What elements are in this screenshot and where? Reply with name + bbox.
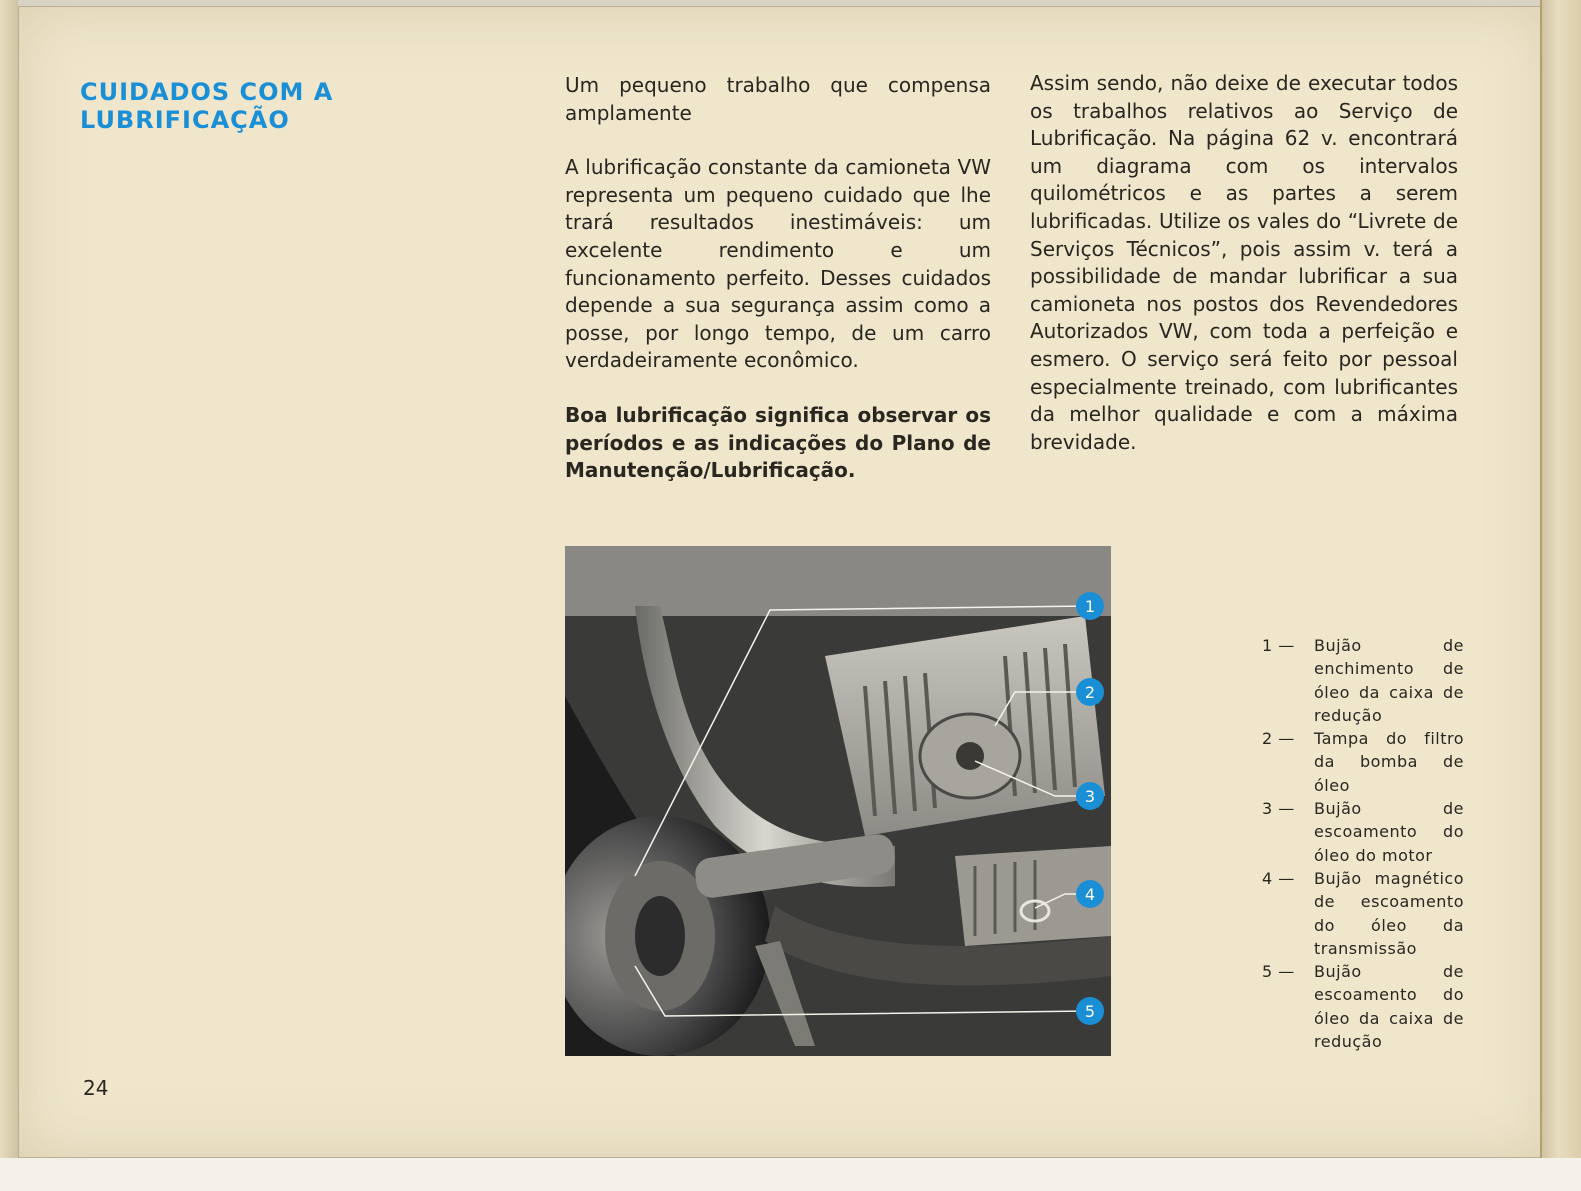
- figure-legend: [1262, 634, 1464, 1053]
- legend-number: 3 —: [1262, 799, 1295, 819]
- scan-margin: [0, 1158, 1581, 1191]
- section-heading: Um pequeno trabalho que compensa amplamente: [565, 73, 991, 125]
- legend-number: 5 —: [1262, 962, 1295, 982]
- service-paragraph: Assim sendo, não deixe de executar todos os trabalhos relativos ao Serviço de Lubrificação. Na página 62 v. encontrará um diagrama com os intervalos quilométricos e as partes a serem lubrificadas. Utilize os vales do “Livrete de Serviços Técnicos”, pois assim v. terá a possibilidade de mandar lubrificar a sua camioneta nos postos dos Revendedores Autorizados VW, com toda a perfeição e esmero. O serviço será feito por pessoal especialmente treinado, com lubrificantes da melhor qualidade e com a máxima brevidade.: [1030, 71, 1458, 454]
- intro-paragraph: A lubrificação constante da camioneta VW representa um pequeno cuidado que lhe trará resultados inestimáveis: um excelente rendimento e um funcionamento perfeito. Desses cuidados depende a sua segurança assim como a posse, por longo tempo, de um carro verdadeiramente econômico.: [565, 155, 991, 373]
- left-page-edge: [0, 0, 18, 1160]
- emphasis-paragraph: Boa lubrificação significa observar os períodos e as indicações do Plano de Manutenção/Lubrificação.: [565, 402, 991, 483]
- legend-number: 2 —: [1262, 729, 1295, 749]
- callout-2-label: 2: [1084, 683, 1096, 702]
- text-column-1: [565, 72, 991, 512]
- legend-text: Bujão de escoamento do óleo da caixa de redução: [1314, 962, 1464, 1052]
- callout-5-label: 5: [1084, 1002, 1096, 1021]
- callout-4: [1076, 880, 1104, 908]
- legend-item: [1262, 727, 1464, 797]
- legend-item: [1262, 797, 1464, 867]
- text-column-2: [1030, 70, 1458, 483]
- engine-photo: [565, 546, 1111, 1056]
- legend-item: [1262, 867, 1464, 960]
- callout-3: [1076, 782, 1104, 810]
- legend-text: Bujão de escoamento do óleo do motor: [1314, 799, 1464, 865]
- legend-item: [1262, 960, 1464, 1053]
- legend-text: Tampa do filtro da bomba de óleo: [1314, 729, 1464, 795]
- figure-callouts: [565, 546, 1111, 1056]
- callout-4-label: 4: [1084, 885, 1096, 904]
- legend-number: 4 —: [1262, 868, 1295, 888]
- page-number: 24: [83, 1076, 109, 1100]
- legend-item: [1262, 634, 1464, 727]
- page-title: CUIDADOS COM A LUBRIFICAÇÃO: [80, 78, 334, 134]
- callout-1-label: 1: [1084, 597, 1096, 616]
- callout-1: [1076, 592, 1104, 620]
- legend-text: Bujão magnético de escoamento do óleo da transmissão: [1314, 868, 1464, 958]
- right-page-edge: [1540, 0, 1581, 1191]
- legend-text: Bujão de enchimento de óleo da caixa de redução: [1314, 636, 1464, 725]
- callout-3-label: 3: [1084, 787, 1096, 806]
- callout-5: [1076, 997, 1104, 1025]
- legend-number: 1 —: [1262, 636, 1295, 655]
- callout-2: [1076, 678, 1104, 706]
